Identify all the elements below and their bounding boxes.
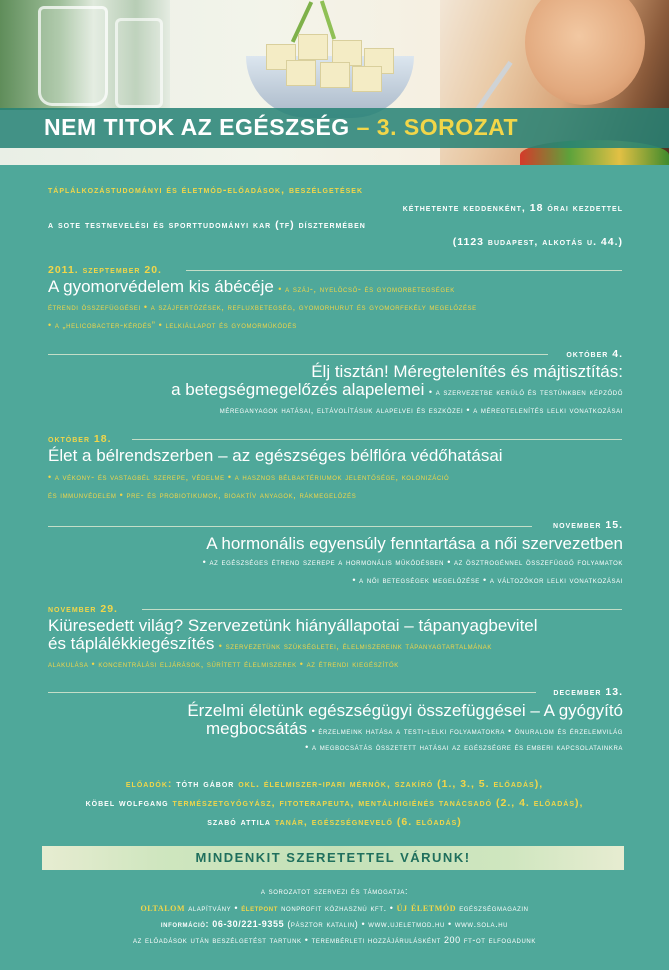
lecturer-3-name: szabó attila [207, 816, 271, 828]
intro-line-2: kéthetente keddenként, 18 órai kezdettel [402, 202, 623, 214]
divider [132, 439, 622, 440]
intro-line-3: a sote testnevelési és sporttudományi kar (tf) dísztermében [48, 219, 366, 231]
lecture-3-title: Élet a bélrendszerben – az egészséges bélflóra védőhatásai [48, 446, 503, 465]
org1-desc: alapítvány • [188, 903, 239, 913]
lecture-4-title: A hormonális egyensúly fenntartása a női szervezetben [206, 534, 623, 553]
eletpont-logo: életpont [241, 903, 279, 913]
lecturer-3 [0, 816, 669, 828]
lecture-1-detail-1: • a száj-, nyelőcső- és gyomorbetegségek [278, 284, 455, 294]
lecture-6-title-2: megbocsátás [205, 719, 308, 738]
org2-desc: nonprofit közhasznú kft. • [281, 903, 394, 913]
lecture-3-detail-1: • a vékony- és vastagbél szerepe, védelme • a hasznos bélbaktériumok jelentősége, kolonizáció [48, 472, 450, 482]
tofu-cube [298, 34, 328, 60]
glass-icon [38, 6, 108, 106]
lecture-2-title-row [171, 380, 623, 400]
lecture-1-detail-2: étrendi összefüggései • a szájfertőzések, refluxbetegség, gyomorhurut és gyomorfekély megelőzése [48, 302, 477, 312]
title-series: 3. SOROZAT [376, 114, 519, 140]
lecture-2-title-2: a betegségmegelőzés alapelemei [171, 380, 425, 399]
lecturers-label: előadók: [125, 778, 173, 790]
lecturer-1-role: okl. élelmiszer-ipari mérnök, szakíró (1., 3., 5. előadás), [238, 778, 544, 790]
lecture-2-detail-1: • a szervezetbe kerülő és testünkben képződő [428, 387, 623, 397]
divider [186, 270, 622, 271]
organizer-label: a sorozatot szervezi és támogatja: [260, 886, 409, 896]
lecturer-1 [0, 778, 669, 790]
lecture-1-detail-3: • a „helicobacter-kérdés” • lelkiállapot és gyomorműködés [48, 320, 297, 330]
glass-icon [115, 18, 163, 108]
lecture-1-title-row [48, 277, 455, 297]
lecture-4-detail-2: • a női betegségek megelőzése • a változókor lelki vonatkozásai [352, 575, 623, 585]
water-glass-image [0, 0, 170, 110]
organizers-line [0, 902, 669, 914]
oltalom-logo: oltalom [140, 902, 186, 914]
welcome-text: MINDENKIT SZERETETTEL VÁRUNK! [195, 850, 471, 865]
divider [48, 692, 536, 693]
org3-desc: egészségmagazin [459, 903, 529, 913]
lecture-2-title-1: Élj tisztán! Méregtelenítés és májtisztítás: [311, 362, 623, 381]
lecture-6-title-row [206, 719, 623, 739]
lecturer-2-name: köbel wolfgang [85, 797, 169, 809]
tofu-cube [320, 62, 350, 88]
lecture-1-date: 2011. szeptember 20. [48, 264, 162, 276]
lecture-6-detail-2: • a megbocsátás összetett hatásai az egészségre és emberi kapcsolatainkra [305, 742, 623, 752]
lecture-6-detail-1: • érzelmeink hatása a testi-lelki folyamatokra • önuralom és érzelemvilág [311, 726, 623, 736]
lecture-5-detail-2: alakulása • koncentrálási eljárások, sűrített élelmiszerek • az étrendi kiegészítők [48, 659, 399, 669]
lecture-6-title-1: Érzelmi életünk egészségügyi összefüggései – A gyógyító [187, 701, 623, 720]
lecturer-2-role: természetgyógyász, fitoterapeuta, mentálhigiénés tanácsadó (2., 4. előadás), [172, 797, 584, 809]
tofu-cube [286, 60, 316, 86]
divider [142, 609, 622, 610]
face-image [525, 0, 645, 105]
lecture-3-detail-2: és immunvédelem • pre- és probiotikumok, bioaktív anyagok, rákmegelőzés [48, 490, 357, 500]
uj-eletmod-logo: új életmód [396, 902, 457, 914]
title-dash: – [356, 114, 370, 140]
lecture-4-detail-1: • az egészséges étrend szerepe a hormonális működésben • az ösztrogénnel összefüggő folyamatok [202, 557, 623, 567]
lecture-5-title-1: Kiüresedett világ? Szervezetünk hiányállapotai – tápanyagbevitel [48, 616, 538, 635]
info-phone: információ: 06-30/221-9355 [160, 919, 285, 929]
divider [48, 354, 548, 355]
tofu-cube [352, 66, 382, 92]
lecture-5-title-2: és táplálékkiegészítés [48, 634, 215, 653]
page-title [44, 114, 518, 141]
lecture-5-date: november 29. [48, 603, 118, 615]
tofu-bowl-image [246, 30, 414, 110]
intro-line-4: (1123 budapest, alkotás u. 44.) [452, 236, 623, 248]
info-line [0, 919, 669, 929]
lecture-3-date: október 18. [48, 433, 112, 445]
footer-note: az előadások után beszélgetést tartunk • terembérleti hozzájárulásként 200 ft-ot elfogadunk [133, 935, 536, 945]
welcome-banner [42, 846, 624, 870]
intro-line-1: táplálkozástudományi és életmód-előadások, beszélgetések [48, 184, 364, 196]
lecturer-1-name: tóth gábor [176, 778, 235, 790]
lecture-1-title: A gyomorvédelem kis ábécéje [48, 277, 274, 296]
lecturer-3-role: tanár, egészségnevelő (6. előadás) [274, 816, 462, 828]
divider [48, 526, 532, 527]
title-main: NEM TITOK AZ EGÉSZSÉG [44, 114, 350, 140]
lecture-5-detail-1: • szervezetünk szükségletei, élelmiszereink tápanyagtartalmának [218, 641, 492, 651]
lecture-4-date: november 15. [553, 519, 623, 531]
lecture-6-date: december 13. [553, 686, 623, 698]
lecture-2-detail-2: méreganyagok hatásai, eltávolításuk alapelvei és eszközei • a méregtelenítés lelki vonatkozásai [219, 405, 623, 415]
lecture-2-date: október 4. [566, 348, 623, 360]
lecture-5-title-row [48, 634, 492, 654]
info-contacts: (pásztor katalin) • www.ujeletmod.hu • www.sola.hu [287, 919, 509, 929]
lecturer-2 [0, 797, 669, 809]
